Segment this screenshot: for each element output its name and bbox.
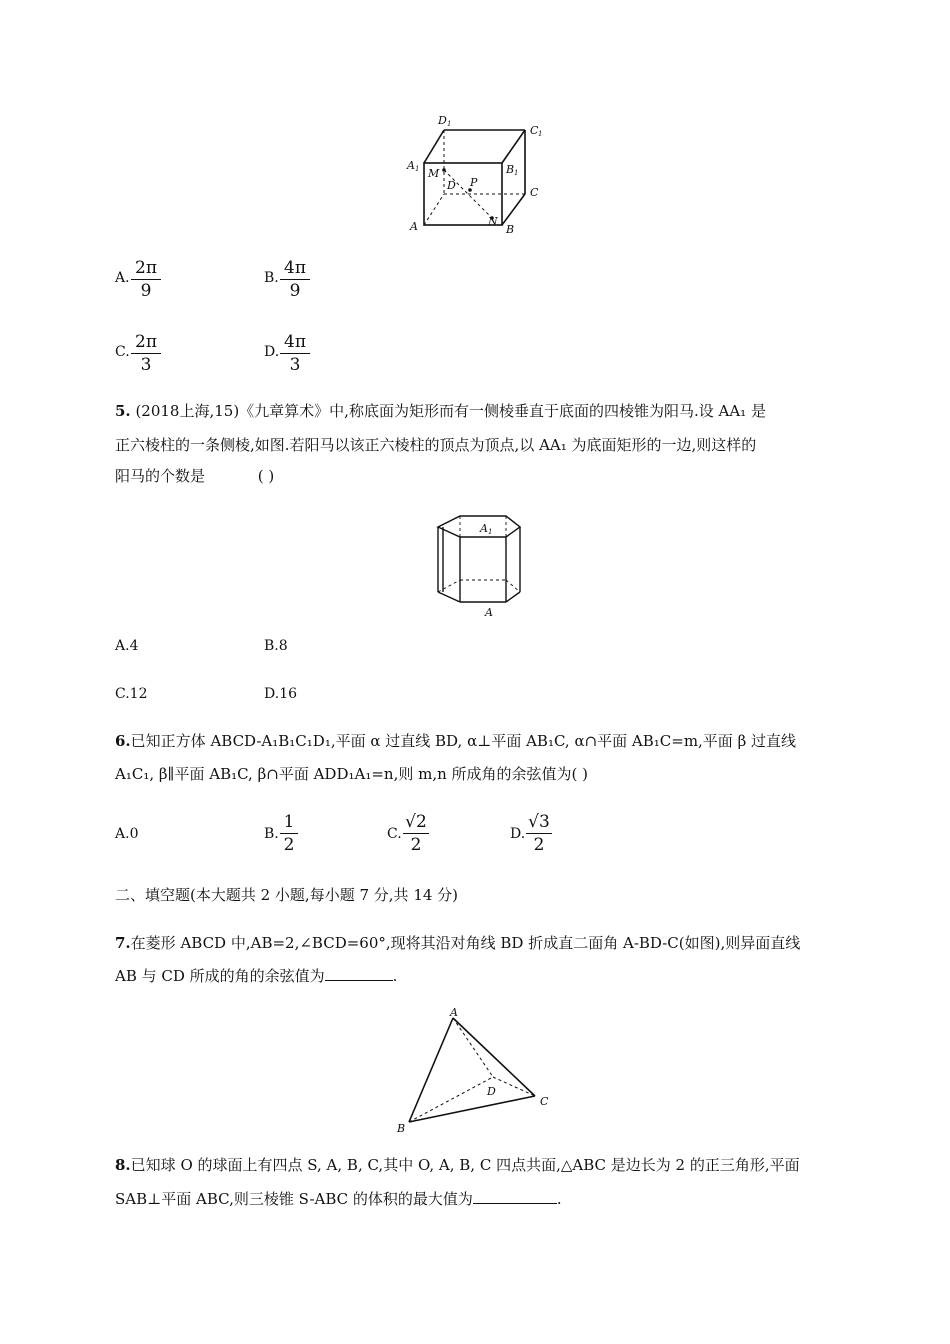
q8-line-2: SAB⊥平面 ABC,则三棱锥 S-ABC 的体积的最大值为 . xyxy=(115,1190,562,1208)
question-number: 6. xyxy=(115,732,131,750)
option-numerator: 2π xyxy=(135,258,157,278)
label-D: D xyxy=(487,1085,496,1098)
option-denominator: 2 xyxy=(533,835,545,855)
q6-option-a: A.0 xyxy=(115,826,139,842)
label-A: A xyxy=(485,606,493,619)
q7-line-1: 7.在菱形 ABCD 中,AB=2,∠BCD=60°,现将其沿对角线 BD 折成直二面角 A-BD-C(如图),则异面直线 xyxy=(115,934,801,952)
answer-blank[interactable] xyxy=(325,966,393,981)
q5-line-2: 正六棱柱的一条侧棱,如图.若阳马以该正六棱柱的顶点为顶点,以 AA₁ 为底面矩形的一边,则这样的 xyxy=(115,436,757,454)
option-denominator: 2 xyxy=(283,835,295,855)
tetrahedron-figure xyxy=(395,1008,565,1138)
q6-line-1: 6.已知正方体 ABCD-A₁B₁C₁D₁,平面 α 过直线 BD, α⊥平面 AB₁C, α∩平面 AB₁C=m,平面 β 过直线 xyxy=(115,732,797,750)
option-denominator: 9 xyxy=(140,281,152,301)
cube-figure xyxy=(400,110,560,240)
option-denominator: 2 xyxy=(410,835,422,855)
q6-line-2: A₁C₁, β∥平面 AB₁C, β∩平面 ADD₁A₁=n,则 m,n 所成角的余弦值为( ) xyxy=(115,765,588,783)
label-M: M xyxy=(428,167,440,180)
label-D1: D xyxy=(438,114,447,127)
option-numerator: 1 xyxy=(283,812,295,832)
label-A: A xyxy=(410,220,418,233)
label-C: C xyxy=(540,1095,549,1108)
svg-text:1: 1 xyxy=(538,130,543,138)
q5-option-d: D.16 xyxy=(264,686,298,702)
option-denominator: 9 xyxy=(289,281,301,301)
label-A1: A xyxy=(407,159,415,172)
q7-line-2: AB 与 CD 所成的角的余弦值为 . xyxy=(115,967,398,985)
label-C1: C xyxy=(530,124,539,137)
label-A1: A xyxy=(480,522,488,535)
section-heading: 二、填空题(本大题共 2 小题,每小题 7 分,共 14 分) xyxy=(115,886,459,904)
label-B: B xyxy=(506,223,515,236)
option-numerator: √2 xyxy=(405,812,427,832)
svg-text:1: 1 xyxy=(514,169,519,177)
hexagonal-prism-figure xyxy=(430,510,530,622)
label-P: P xyxy=(470,176,478,189)
label-D: D xyxy=(447,179,456,192)
q5-line-3: 阳马的个数是 ( ) xyxy=(115,467,275,485)
q5-option-b: B.8 xyxy=(264,638,288,654)
svg-text:1: 1 xyxy=(447,120,452,128)
option-numerator: 4π xyxy=(284,332,306,352)
option-denominator: 3 xyxy=(140,355,152,375)
q5-line-1: 5. (2018上海,15)《九章算术》中,称底面为矩形而有一侧棱垂直于底面的四棱锥为阳马.设 AA₁ 是 xyxy=(115,402,766,420)
option-numerator: 4π xyxy=(284,258,306,278)
question-number: 5. xyxy=(115,402,131,420)
label-B: B xyxy=(397,1122,406,1135)
q5-option-a: A.4 xyxy=(115,638,139,654)
question-number: 8. xyxy=(115,1156,131,1174)
q8-line-1: 8.已知球 O 的球面上有四点 S, A, B, C,其中 O, A, B, C 四点共面,△ABC 是边长为 2 的正三角形,平面 xyxy=(115,1156,800,1174)
answer-paren: ( ) xyxy=(257,467,275,485)
option-numerator: 2π xyxy=(135,332,157,352)
answer-blank[interactable] xyxy=(473,1189,557,1204)
svg-text:1: 1 xyxy=(415,165,420,173)
label-A: A xyxy=(450,1008,458,1019)
option-numerator: √3 xyxy=(528,812,550,832)
option-denominator: 3 xyxy=(289,355,301,375)
q5-option-c: C.12 xyxy=(115,686,148,702)
label-N: N xyxy=(488,215,498,228)
svg-text:1: 1 xyxy=(488,528,493,536)
question-number: 7. xyxy=(115,934,131,952)
label-C: C xyxy=(530,186,539,199)
label-B1: B xyxy=(506,163,515,176)
